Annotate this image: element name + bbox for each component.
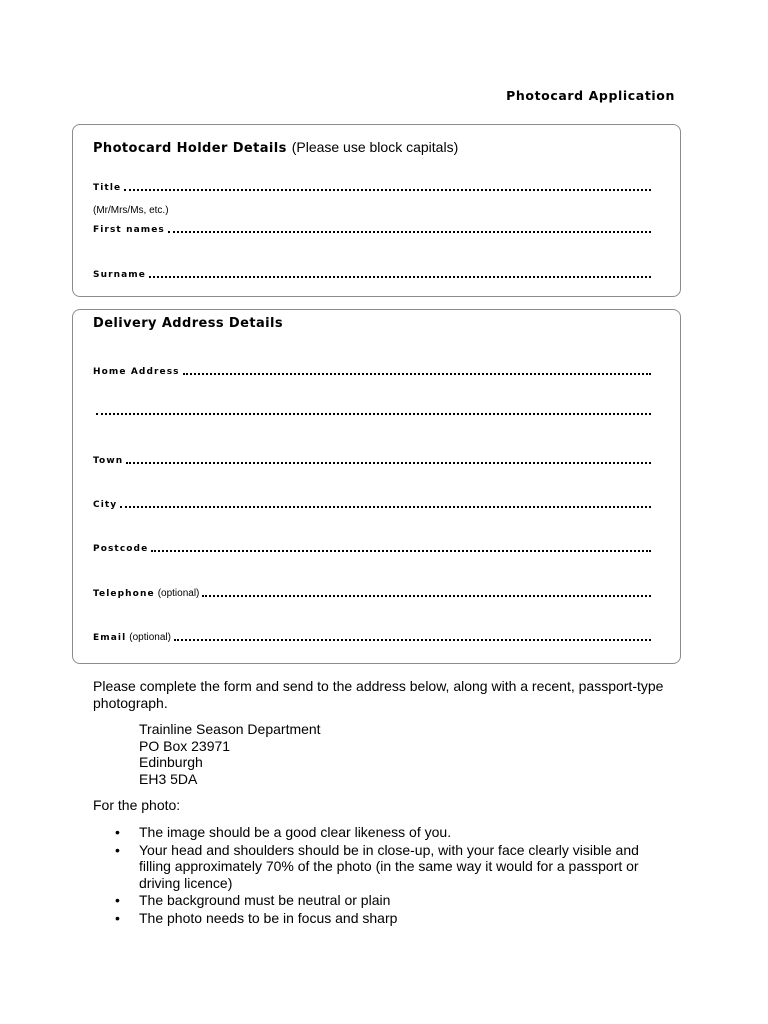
title-hint: (Mr/Mrs/Ms, etc.) (93, 205, 169, 216)
email-optional-note: (optional) (129, 632, 171, 643)
town-field[interactable] (93, 456, 651, 470)
email-input-line[interactable] (174, 639, 651, 641)
photo-intro: For the photo: (93, 797, 181, 813)
instructions-paragraph: Please complete the form and send to the address below, along with a recent, passport-type photograph. (93, 678, 664, 711)
delivery-address-details-section (72, 309, 681, 664)
section-heading-text: Photocard Holder Details (93, 141, 287, 156)
bullet-icon: • (115, 841, 120, 858)
postal-address-line: EH3 5DA (139, 770, 198, 787)
postal-address-line: PO Box 23971 (139, 737, 231, 754)
surname-field[interactable] (93, 270, 651, 284)
city-label: City (93, 500, 118, 510)
section-heading: Delivery Address Details (93, 316, 283, 331)
home-address-field[interactable] (93, 367, 651, 381)
list-item (93, 842, 663, 892)
postcode-field[interactable] (93, 544, 651, 558)
town-input-line[interactable] (126, 462, 651, 464)
postal-address (139, 721, 321, 787)
list-item-text: The photo needs to be in focus and sharp (139, 909, 398, 926)
bullet-icon: • (115, 824, 120, 840)
title-field[interactable] (93, 183, 651, 197)
home-address-line-2-field[interactable] (93, 412, 651, 426)
telephone-input-line[interactable] (202, 595, 651, 597)
title-input-line[interactable] (124, 189, 651, 191)
first-names-input-line[interactable] (168, 231, 651, 233)
list-item (93, 910, 663, 927)
bullet-icon: • (115, 892, 120, 908)
bullet-icon: • (115, 909, 120, 926)
list-item (93, 892, 663, 909)
photocard-holder-details-section (72, 124, 681, 297)
telephone-optional-note: (optional) (157, 588, 200, 599)
postal-address-line: Edinburgh (139, 754, 203, 770)
list-item-text: The image should be a good clear likeness of you. (139, 824, 452, 840)
city-input-line[interactable] (120, 506, 651, 508)
home-address-line-2-input-line[interactable] (96, 413, 651, 415)
telephone-field[interactable] (93, 588, 651, 602)
town-label: Town (93, 456, 124, 466)
list-item-text: The background must be neutral or plain (139, 892, 391, 908)
home-address-label: Home Address (93, 367, 180, 377)
document-title: Photocard Application (506, 88, 675, 103)
surname-input-line[interactable] (149, 276, 651, 278)
email-field[interactable] (93, 632, 651, 646)
list-item-text: Your head and shoulders should be in close-up, with your face clearly visible and filling approximately 70% of the photo (in the same way it would for a passport or driving licence) (139, 841, 639, 891)
postal-address-line: Trainline Season Department (139, 721, 321, 737)
block-capitals-note: (Please use block capitals) (291, 139, 459, 155)
first-names-field[interactable] (93, 225, 651, 239)
postcode-input-line[interactable] (151, 550, 651, 552)
list-item (93, 824, 663, 841)
telephone-label: Telephone (93, 589, 155, 599)
city-field[interactable] (93, 500, 651, 514)
first-names-label: First names (93, 225, 165, 235)
postcode-label: Postcode (93, 544, 149, 554)
photo-requirements-list (93, 824, 663, 927)
surname-label: Surname (93, 270, 146, 280)
title-label: Title (93, 183, 122, 193)
section-heading (93, 139, 458, 156)
email-label: Email (93, 633, 127, 643)
home-address-input-line[interactable] (183, 373, 651, 375)
